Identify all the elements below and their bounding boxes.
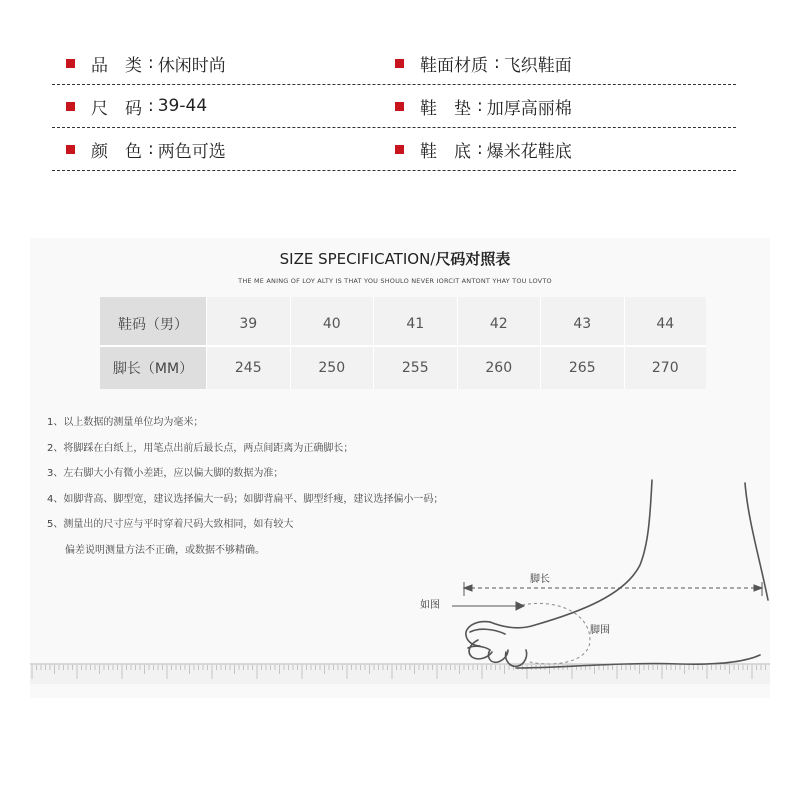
colon: :: [494, 53, 500, 73]
size-chart-title-cn: 尺码对照表: [435, 250, 511, 268]
size-chart-title-en: SIZE SPECIFICATION/: [279, 250, 436, 268]
colon: :: [148, 139, 154, 159]
foot-length-label: 脚长: [530, 574, 550, 585]
table-cell: 265: [541, 346, 625, 389]
table-cell: 41: [374, 297, 458, 346]
row-header: 鞋码（男）: [100, 297, 207, 346]
note-line: 5、测量出的尺寸应与平时穿着尺码大致相同，如有较大: [47, 519, 294, 530]
note-line: 4、如脚背高、脚型宽，建议选择偏大一码；如脚背扁平、脚型纤瘦，建议选择偏小一码；: [47, 493, 444, 505]
note-line: 1、以上数据的测量单位均为毫米；: [47, 417, 204, 428]
table-cell: 270: [651, 360, 679, 376]
spec-value: 39-44: [157, 96, 208, 116]
table-cell: 245: [207, 346, 291, 389]
pointer-arrow-icon: [452, 602, 524, 610]
colon: :: [477, 139, 483, 159]
size-chart-subtitle: THE ME ANING OF LOY ALTY IS THAT YOU SHOULO NEVER IORCIT ANTONT YHAY TOU LOVTO: [238, 277, 552, 285]
colon: :: [477, 96, 483, 116]
note-line: 偏差说明测量方法不正确，或数据不够精确。: [65, 544, 265, 556]
ruler-icon: [30, 664, 770, 684]
spec-label: 尺 码: [91, 98, 142, 119]
spec-label: 鞋面材质: [420, 55, 488, 76]
spec-value: 加厚高丽棉: [486, 98, 572, 119]
colon: :: [148, 96, 154, 116]
table-cell: 250: [290, 346, 374, 389]
colon: :: [148, 53, 154, 73]
note-line: 3、左右脚大小有微小差距，应以偏大脚的数据为准；: [47, 468, 284, 479]
spec-label: 鞋 底: [420, 141, 471, 162]
row-header: 脚长（MM）: [100, 346, 207, 389]
spec-value: 两色可选: [157, 141, 226, 162]
spec-label: 品 类: [91, 55, 142, 76]
as-shown-label: 如图: [420, 600, 440, 611]
foot-outline-icon: [466, 480, 768, 668]
table-cell: 40: [290, 297, 374, 346]
spec-label: 鞋 垫: [420, 98, 471, 119]
table-cell: 255: [374, 346, 458, 389]
girth-dashed-line: [522, 603, 590, 664]
table-cell: 44: [624, 297, 706, 346]
spec-value: 休闲时尚: [157, 55, 226, 76]
table-cell: 260: [457, 346, 541, 389]
spec-label: 颜 色: [91, 141, 142, 162]
spec-value: 爆米花鞋底: [486, 141, 572, 162]
table-cell: 42: [457, 297, 541, 346]
note-line: 2、将脚踩在白纸上，用笔点出前后最长点，两点间距离为正确脚长；: [47, 442, 354, 454]
table-cell: 39: [207, 297, 291, 346]
foot-girth-label: 脚围: [590, 625, 610, 636]
table-cell: 43: [541, 297, 625, 346]
spec-value: 飞织鞋面: [503, 55, 572, 76]
